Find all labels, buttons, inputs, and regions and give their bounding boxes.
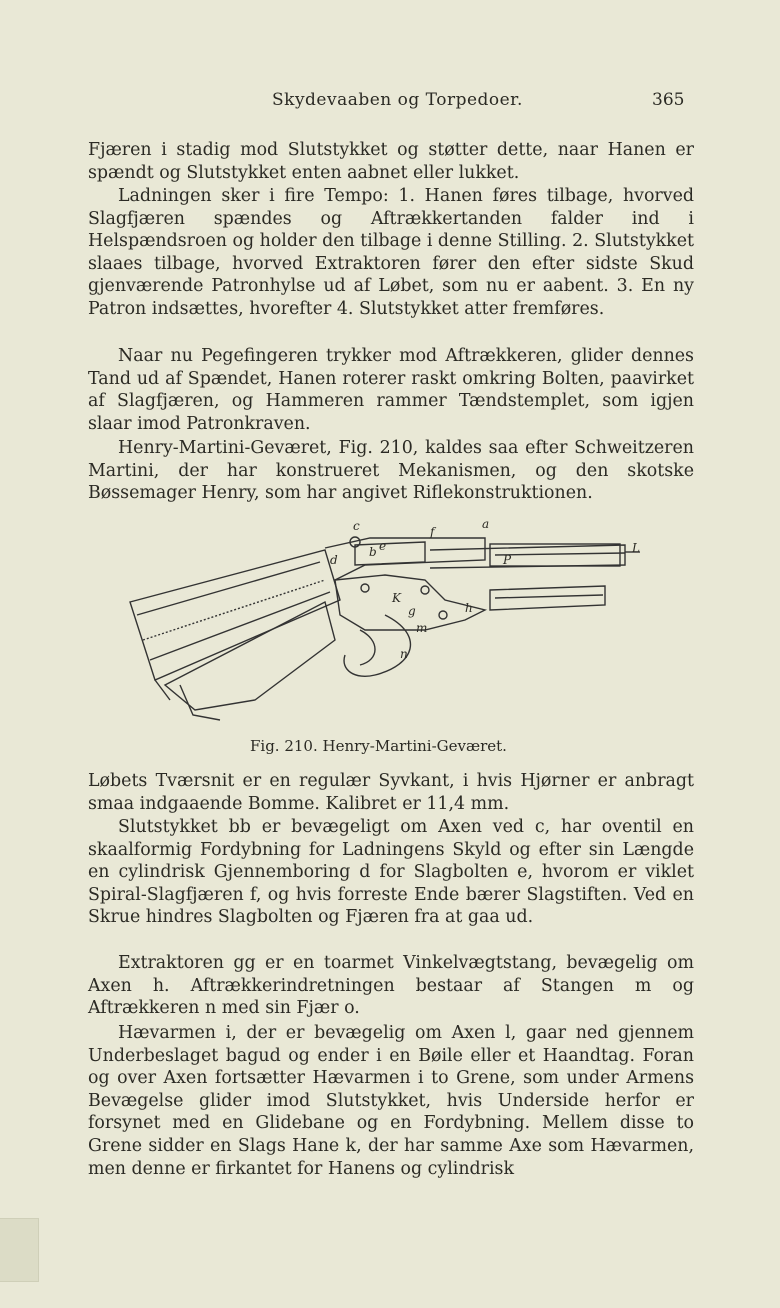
paragraph-4: Henry-Martini-Geværet, Fig. 210, kaldes saa efter Schweitzeren Martini, der har konstrueret Mekanismen, og den skotske Bøssemager Henry, som har angivet Riflekonstruktionen. [88,438,694,504]
paragraph-7: Extraktoren gg er en toarmet Vinkelvægtstang, bevægelig om Axen h. Aftrækkerindretningen bestaar af Stangen m og Aftrækkeren n med sin Fjær o. [88,953,694,1019]
label-a: a [482,520,490,531]
figure-caption: Fig. 210. Henry-Martini-Geværet. [250,737,507,755]
paragraph-3: Naar nu Pegefingeren trykker mod Aftrækkeren, glider dennes Tand ud af Spændet, Hanen roterer raskt omkring Bolten, paavirket af Slagfjæren, og Hammeren rammer Tændstemplet, som igjen slaar imod Patronkraven. [88,346,694,434]
rifle-mechanism-figure [125,520,655,745]
page-number: 365 [652,90,685,110]
label-n: n [400,647,408,661]
label-e: e [379,539,387,553]
label-h: h [465,601,473,615]
label-m: m [416,621,428,635]
paragraph-5: Løbets Tværsnit er en regulær Syvkant, i hvis Hjørner er anbragt smaa indgaaende Bomme. Kalibret er 11,4 mm. [88,771,694,814]
label-L: L [632,541,640,555]
label-K: K [392,591,401,605]
page-header [0,90,780,114]
paragraph-2: Ladningen sker i fire Tempo: 1. Hanen føres tilbage, hvorved Slagfjæren spændes og Aftrækkertanden falder ind i Helspændsroen og holder den tilbage i denne Stilling. 2. Slutstykket slaaes tilbage, hvorved Extraktoren fører den efter sidste Skud gjenværende Patronhylse ud af Løbet, som nu er aabent. 3. En ny Patron indsættes, hvorefter 4. Slutstykket atter fremføres. [88,186,694,319]
running-title: Skydevaaben og Torpedoer. [272,90,523,110]
paragraph-6: Slutstykket bb er bevægeligt om Axen ved c, har oventil en skaalformig Fordybning for Ladningens Skyld og efter sin Længde en cylindrisk Gjennemboring d for Slagbolten e, hvorom er viklet Spiral-Slagfjæren f, og hvis forreste Ende bærer Slagstiften. Ved en Skrue hindres Slagbolten og Fjæren fra at gaa ud. [88,817,694,928]
label-b: b [369,545,377,559]
label-d: d [330,553,338,567]
rifle-illustration [130,537,640,720]
label-P: P [503,553,512,567]
scan-edge-mark [0,1218,39,1282]
paragraph-8: Hævarmen i, der er bevægelig om Axen l, gaar ned gjennem Underbeslaget bagud og ender i en Bøile eller et Haandtag. Foran og over Axen fortsætter Hævarmen i to Grene, som under Armens Bevægelse glider imod Slutstykket, hvis Underside herfor er forsynet med en Glidebane og en Fordybning. Mellem disse to Grene sidder en Slags Hane k, der har samme Axe som Hævarmen, men denne er firkantet for Hanens og cylindrisk [88,1023,694,1179]
label-c: c [353,520,360,533]
label-f: f [430,525,435,539]
paragraph-1: Fjæren i stadig mod Slutstykket og støtter dette, naar Hanen er spændt og Slutstykket enten aabnet eller lukket. [88,140,694,183]
label-g: g [408,604,416,618]
